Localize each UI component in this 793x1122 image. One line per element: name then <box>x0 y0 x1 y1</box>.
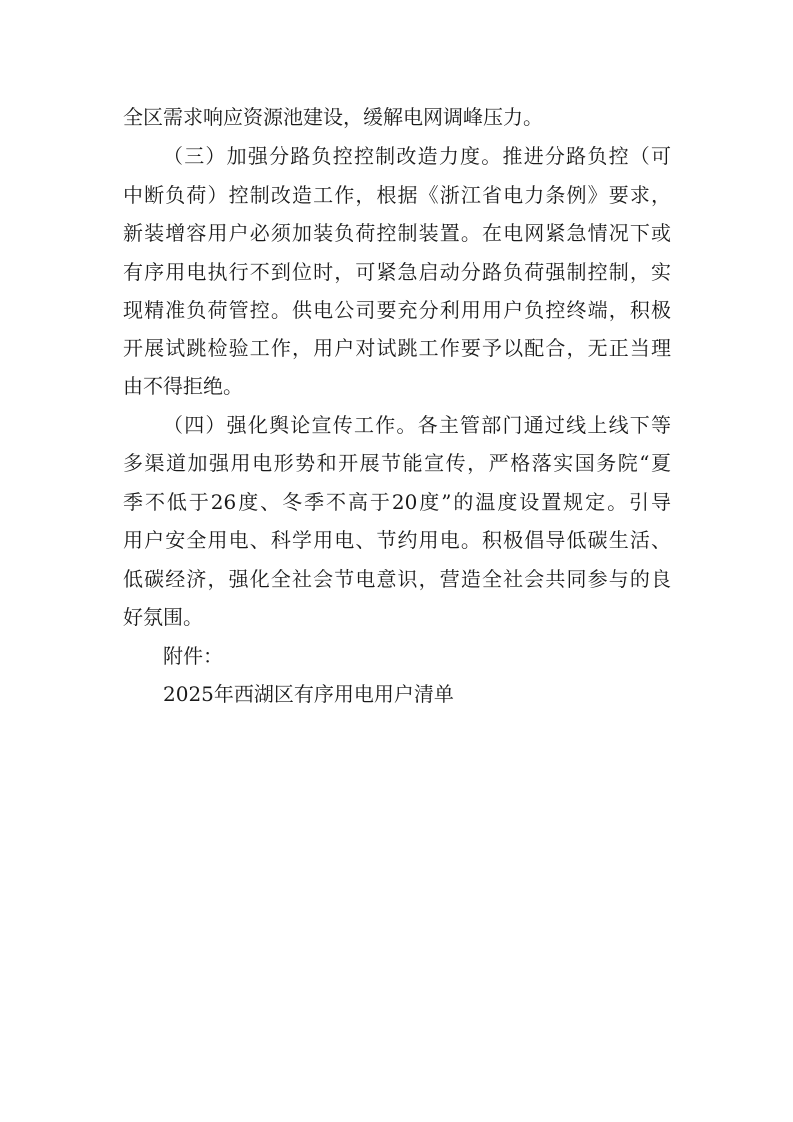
paragraph-line: 开展试跳检验工作，用户对试跳工作要予以配合，无正当理 <box>123 336 671 360</box>
paragraph-line: 有序用电执行不到位时，可紧急启动分路负荷强制控制，实 <box>123 260 671 284</box>
paragraph-line: 现精准负荷管控。供电公司要充分利用用户负控终端，积极 <box>123 298 671 322</box>
paragraph-line: 多渠道加强用电形势和开展节能宣传，严格落实国务院“夏 <box>123 451 671 475</box>
paragraph-line: 新装增容用户必须加装负荷控制装置。在电网紧急情况下或 <box>123 221 671 245</box>
paragraph-line: 季不低于26度、冬季不高于20度”的温度设置规定。引导 <box>123 490 671 514</box>
paragraph-line: 中断负荷）控制改造工作，根据《浙江省电力条例》要求， <box>123 183 671 207</box>
section-three-heading-line: （三）加强分路负控控制改造力度。推进分路负控（可 <box>163 144 671 168</box>
paragraph-line: 用户安全用电、科学用电、节约用电。积极倡导低碳生活、 <box>123 528 671 552</box>
paragraph-line: 低碳经济，强化全社会节电意识，营造全社会共同参与的良 <box>123 567 671 591</box>
paragraph-line: 由不得拒绝。 <box>123 374 243 398</box>
attachment-label: 附件： <box>163 644 223 668</box>
paragraph-line: 好氛围。 <box>123 605 203 629</box>
paragraph-line: 全区需求响应资源池建设，缓解电网调峰压力。 <box>123 105 543 129</box>
section-four-heading-line: （四）强化舆论宣传工作。各主管部门通过线上线下等 <box>163 413 671 437</box>
attachment-title: 2025年西湖区有序用电用户清单 <box>163 682 454 706</box>
